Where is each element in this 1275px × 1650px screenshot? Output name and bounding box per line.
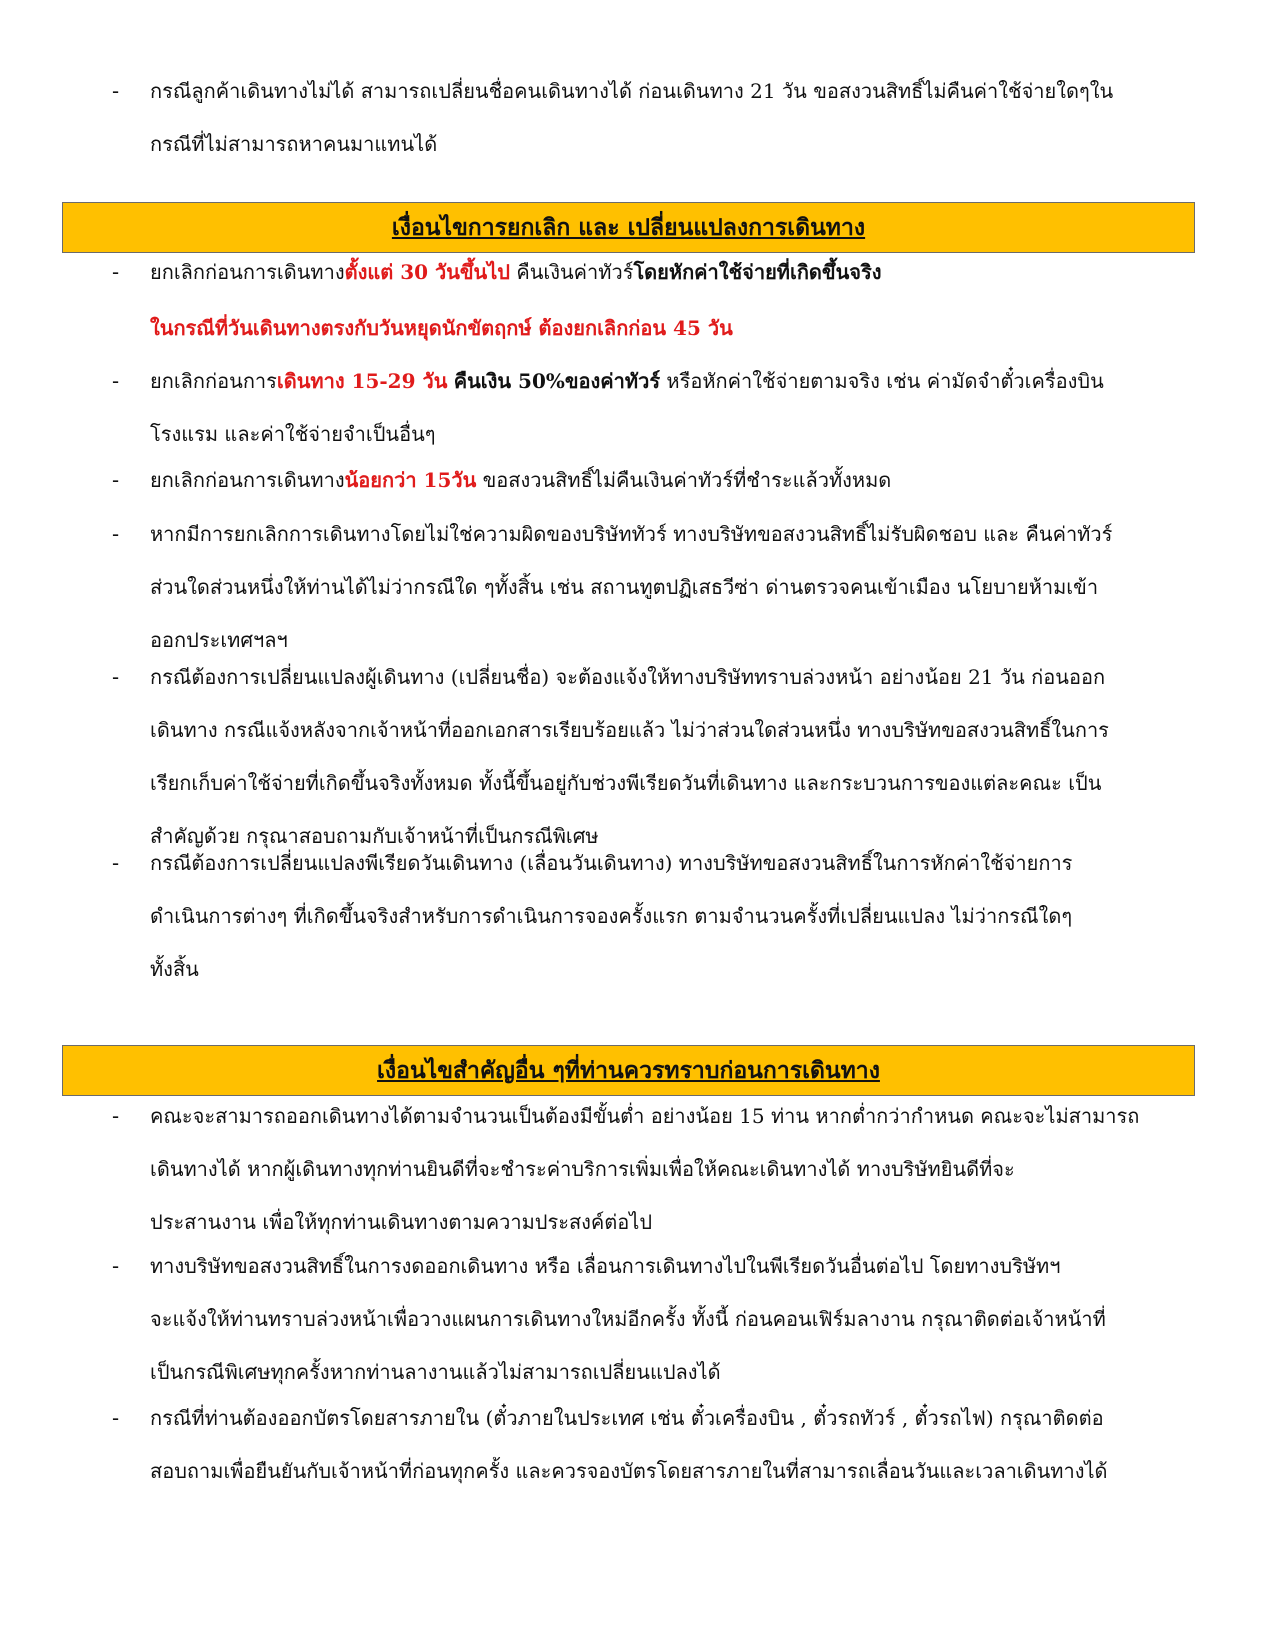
bullet-dash: - [112, 1104, 120, 1128]
list-item-text: กรณีที่ท่านต้องออกบัตรโดยสารภายใน (ตั๋วภายในประเทศ เช่น ตั๋วเครื่องบิน , ตั๋วรถทัวร์ , ตั๋วรถไฟ) กรุณาติดต่อ สอบถามเพื่อยืนยันกับเจ้าหน้าที่ก่อนทุกครั้ง และควรจองบัตรโดยสารภายในที่สามารถเลื่อนวันและเวลาเดินทางได้ [150, 1406, 1108, 1483]
list-item-text: ยกเลิกก่อนการเดินทางตั้งแต่ 30 วันขึ้นไป คืนเงินค่าทัวร์โดยหักค่าใช้จ่ายที่เกิดขึ้นจริง [150, 260, 882, 284]
bullet-dash: - [112, 665, 120, 689]
bullet-dash: - [112, 468, 120, 492]
list-item [112, 1090, 1192, 1249]
list-item [112, 1240, 1192, 1399]
list-item [112, 508, 1192, 667]
section-title: เงื่อนไขสำคัญอื่น ๆที่ท่านควรทราบก่อนการเดินทาง [377, 1057, 880, 1084]
list-item-text: กรณีลูกค้าเดินทางไม่ได้ สามารถเปลี่ยนชื่อคนเดินทางได้ ก่อนเดินทาง 21 วัน ขอสงวนสิทธิ์ไม่คืนค่าใช้จ่ายใดๆใน กรณีที่ไม่สามารถหาคนมาแทนได้ [150, 79, 1114, 156]
bullet-dash: - [112, 522, 120, 546]
bullet-dash: - [112, 1406, 120, 1430]
list-item [112, 651, 1192, 863]
list-item [112, 246, 1192, 299]
list-item-text: ยกเลิกก่อนการเดินทาง 15-29 วัน คืนเงิน 50%ของค่าทัวร์ หรือหักค่าใช้จ่ายตามจริง เช่น ค่ามัดจำตั๋วเครื่องบิน โรงแรม และค่าใช้จ่ายจำเป็นอื่นๆ [150, 369, 1104, 446]
list-item-text: คณะจะสามารถออกเดินทางได้ตามจำนวนเป็นต้องมีขั้นต่ำ อย่างน้อย 15 ท่าน หากต่ำกว่ากำหนด คณะจะไม่สามารถ เดินทางได้ หากผู้เดินทางทุกท่านยินดีที่จะชำระค่าบริการเพิ่มเพื่อให้คณะเดินทางได้ ทางบริษัทยินดีที่จะ ประสานงาน เพื่อให้ทุกท่านเดินทางตามความประสงค์ต่อไป [150, 1104, 1140, 1234]
bullet-dash: - [112, 851, 120, 875]
bullet-dash: - [112, 369, 120, 393]
section-title: เงื่อนไขการยกเลิก และ เปลี่ยนแปลงการเดินทาง [391, 214, 866, 241]
list-item-text: ทางบริษัทขอสงวนสิทธิ์ในการงดออกเดินทาง หรือ เลื่อนการเดินทางไปในพีเรียดวันอื่นต่อไป โดยทางบริษัทฯ จะแจ้งให้ท่านทราบล่วงหน้าเพื่อวางแผนการเดินทางใหม่อีกครั้ง ทั้งนี้ ก่อนคอนเฟิร์มลางาน กรุณาติดต่อเจ้าหน้าที่ เป็นกรณีพิเศษทุกครั้งหากท่านลางานแล้วไม่สามารถเปลี่ยนแปลงได้ [150, 1254, 1106, 1384]
bullet-dash: - [112, 79, 120, 103]
section-banner-other-conditions [62, 1045, 1195, 1096]
list-item [112, 837, 1192, 996]
list-item [112, 1392, 1192, 1498]
list-item-text: กรณีต้องการเปลี่ยนแปลงพีเรียดวันเดินทาง (เลื่อนวันเดินทาง) ทางบริษัทขอสงวนสิทธิ์ในการหักค่าใช้จ่ายการ ดำเนินการต่างๆ ที่เกิดขึ้นจริงสำหรับการดำเนินการจองครั้งแรก ตามจำนวนครั้งที่เปลี่ยนแปลง ไม่ว่ากรณีใดๆ ทั้งสิ้น [150, 851, 1073, 981]
list-item-text: กรณีต้องการเปลี่ยนแปลงผู้เดินทาง (เปลี่ยนชื่อ) จะต้องแจ้งให้ทางบริษัททราบล่วงหน้า อย่างน้อย 21 วัน ก่อนออก เดินทาง กรณีแจ้งหลังจากเจ้าหน้าที่ออกเอกสารเรียบร้อยแล้ว ไม่ว่าส่วนใดส่วนหนึ่ง ทางบริษัทขอสงวนสิทธิ์ในการ เรียกเก็บค่าใช้จ่ายที่เกิดขึ้นจริงทั้งหมด ทั้งนี้ขึ้นอยู่กับช่วงพีเรียดวันที่เดินทาง และกระบวนการของแต่ละคณะ เป็น สำคัญด้วย กรุณาสอบถามกับเจ้าหน้าที่เป็นกรณีพิเศษ [150, 665, 1109, 848]
list-item-text: ยกเลิกก่อนการเดินทางน้อยกว่า 15วัน ขอสงวนสิทธิ์ไม่คืนเงินค่าทัวร์ที่ชำระแล้วทั้งหมด [150, 468, 892, 492]
list-item [112, 355, 1192, 461]
bullet-dash: - [112, 260, 120, 284]
list-item-text: หากมีการยกเลิกการเดินทางโดยไม่ใช่ความผิดของบริษัททัวร์ ทางบริษัทขอสงวนสิทธิ์ไม่รับผิดชอบ และ คืนค่าทัวร์ ส่วนใดส่วนหนึ่งให้ท่านได้ไม่ว่ากรณีใด ๆทั้งสิ้น เช่น สถานทูตปฏิเสธวีซ่า ด่านตรวจคนเข้าเมือง นโยบายห้ามเข้า ออกประเทศฯลฯ [150, 522, 1113, 652]
list-item [112, 454, 1192, 507]
list-item [112, 65, 1192, 171]
bullet-dash: - [112, 1254, 120, 1278]
holiday-note: ในกรณีที่วันเดินทางตรงกับวันหยุดนักขัตฤกษ์ ต้องยกเลิกก่อน 45 วัน [150, 316, 733, 340]
